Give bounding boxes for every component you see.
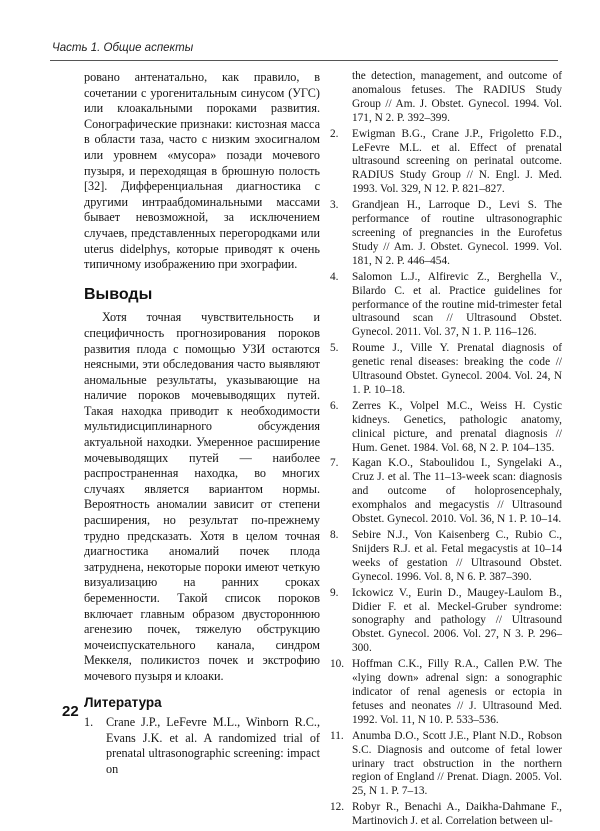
reference-item [330,658,562,728]
reference-item [330,199,562,269]
reference-number: 2. [330,127,339,140]
literature-heading: Литература [84,694,162,710]
reference-text: Ickowicz V., Eurin D., Maugey-Laulom B., Didier F. et al. Meckel-Gruber syndrome: sonography and pathology // Ultrasound Obstet. Gynecol. 2006. Vol. 27, N 3. P. 296–300. [352,586,562,655]
reference-number: 10. [330,658,345,671]
reference-number: 3. [330,199,339,212]
reference-text: the detection, management, and outcome of anomalous fetuses. The RADIUS Study Group // Am. J. Obstet. Gynecol. 1994. Vol. 171, N 2. P. 392–399. [352,70,562,124]
reference-item [330,70,562,126]
intro-paragraph: ровано антенатально, как правило, в сочетании с урогенитальным синусом (УГС) или клоакальными пороками развития. Сонографические признаки: кистозная масса в области таза, часто с низким эхосигналом или уровнем «мусора» позади мочевого пузыря, и переходящая в брюшную полость [32]. Дифференциальная диагностика с другими интраабдоминальными массами бывает невозможной, за исключением случаев, представленных перегородками или uterus didelphys, которые приводят к очень типичному изображению при эхографии. [84,70,320,272]
reference-text: Robyr R., Benachi A., Daikha-Dahmane F., Martinovich J. et al. Correlation between ul- [352,801,562,828]
reference-text: Kagan K.O., Staboulidou I., Syngelaki A., Cruz J. et al. The 11–13-week scan: diagnosis and outcome of holoprosencephaly, exomphalos and megacystis // Ultrasound Obstet. Gynecol. 2010. Vol. 36, N 1. P. 10–14. [352,457,562,526]
reference-item [330,801,562,829]
reference-number: 8. [330,529,339,541]
reference-number: 5. [330,342,339,355]
reference-item [330,128,562,198]
left-column [84,70,320,780]
reference-text: Zerres K., Volpel M.C., Weiss H. Cystic kidneys. Genetics, pathologic anatomy, clinical picture, and prenatal diagnosis // Hum. Genet. 1984. Vol. 68, N 2. P. 104–135. [352,399,562,454]
reference-text: Ewigman B.G., Crane J.P., Frigoletto F.D., LeFevre M.L. et al. Effect of prenatal ultrasound screening on perinatal outcome. RADIUS Study Group // N. Engl. J. Med. 1993. Vol. 329, N 12. P. 821–827. [352,127,562,196]
reference-item [330,587,562,657]
reference-number [330,70,352,126]
reference-number: 4. [330,270,339,283]
reference-number: 7. [330,457,339,470]
reference-text: Crane J.P., LeFevre M.L., Winborn R.C., Evans J.K. et al. A randomized trial of prenatal ultrasonographic screening: impact on [106,715,320,776]
reference-item [330,529,562,585]
running-head: Часть 1. Общие аспекты [52,42,194,54]
reference-text: Sebire N.J., Von Kaisenberg C., Rubio C., Snijders R.J. et al. Fetal megacystis at 10–14 weeks of gestation // Ultrasound Obstet. Gynecol. 1996. Vol. 8, N 6. P. 387–390. [352,529,562,583]
reference-item [330,400,562,456]
reference-text: Hoffman C.K., Filly R.A., Callen P.W. The «lying down» adrenal sign: a sonographic indicator of renal agenesis or ectopia in fetuses and neonates // J. Ultrasound Med. 1992. Vol. 11, N 10. P. 533–536. [352,658,562,726]
reference-number: 9. [330,586,339,599]
conclusions-paragraph: Хотя точная чувствительность и специфичность прогнозирования пороков развития плода с помощью УЗИ остаются неясными, эти обследования часто выявляют аномальные результаты, указывающие на наличие пороков мочевыводящих путей. Такая находка приводит к необходимости мультидисциплинарного обсуждения актуальной находки. Умеренное расширение мочевыводящих путей — наиболее распространенная находка, во многих случаях является вариантом нормы. Вероятность аномалии зависит от степени расширения, но результат по-прежнему трудно предсказать. Хотя в целом точная диагностика аномалий почек плода затруднена, некоторые пороки имеют четкую визуализацию на ранних сроках беременности. Такой список пороков включает главным образом двустороннюю агенезию почек, тяжелую обструкцию мочеиспускательного канала, синдром Меккеля, поликистоз почек и экстрофию мочевого пузыря и клоаки. [84,310,320,683]
conclusions-heading: Выводы [84,285,153,303]
right-column [330,70,562,831]
reference-number: 12. [330,801,345,814]
reference-text: Roume J., Ville Y. Prenatal diagnosis of genetic renal diseases: breaking the code // Ultrasound Obstet. Gynecol. 2004. Vol. 24, N 1. P. 10–18. [352,342,562,396]
page-number: 22 [62,703,79,720]
reference-item [330,457,562,527]
reference-number: 11. [330,729,344,742]
reference-text: Anumba D.O., Scott J.E., Plant N.D., Robson S.C. Diagnosis and outcome of fetal lower urinary tract obstruction in the northern region of England // Prenat. Diagn. 2005. Vol. 25, N 1. P. 7–13. [352,729,562,798]
reference-text: Grandjean H., Larroque D., Levi S. The performance of routine ultrasonographic screening of pregnancies in the Eurofetus Study // Am. J. Obstet. Gynecol. 1999. Vol. 181, N 2. P. 446–454. [352,199,562,267]
reference-item [330,342,562,398]
header-rule [50,60,558,61]
reference-text: Salomon L.J., Alfirevic Z., Berghella V., Bilardo C. et al. Practice guidelines for performance of the routine mid-trimester fetal ultrasound scan // Ultrasound Obstet. Gynecol. 2011. Vol. 37, N 1. P. 116–126. [352,270,562,339]
reference-list-left [84,715,320,777]
reference-item [330,730,562,800]
reference-item [84,715,320,777]
reference-list-right [330,70,562,829]
reference-number: 6. [330,399,339,412]
reference-item [330,271,562,341]
reference-number: 1. [84,715,94,730]
